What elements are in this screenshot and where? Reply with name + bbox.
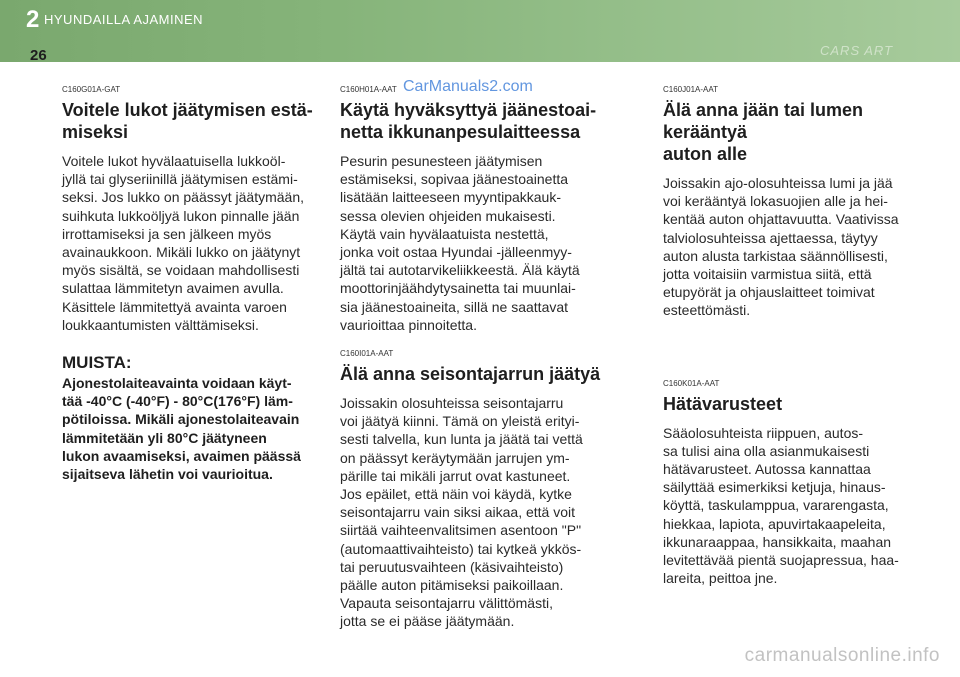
section-heading: Hätävarusteet [663, 393, 783, 414]
site-watermark: CarManuals2.com [403, 78, 533, 95]
section-code: C160I01A-AAT [340, 349, 394, 359]
column-1 [62, 84, 338, 483]
section-body: Joissakin ajo-olosuhteissa lumi ja jää voi kerääntyä lokasuojien alle ja hei- kentää auton ohjattavuutta. Vaativissa talviolosuhteissa ajettaessa, täytyy auton alusta tarkistaa säännöllisesti, jotta voitaisiin varmistua siitä, että etupyörät ja ohjauslaitteet toimivat esteettömästi. [663, 175, 899, 319]
column-2 [340, 84, 636, 631]
chapter-number: 2 [26, 6, 40, 33]
section-code: C160K01A-AAT [663, 378, 720, 388]
column-3 [663, 84, 939, 587]
section-body: Joissakin olosuhteissa seisontajarru voi jäätyä kiinni. Tämä on yleistä erityi- sesti talvella, kun lunta ja jäätä tai vettä on päässyt keräytymään jarrujen ym- pärille tai mikäli jarrut ovat kastuneet. Jos epäilet, että näin voi käydä, kytke seisontajarru vain siksi aikaa, että voit siirtää vaihteenvalitsimen asentoon "P" (automaattivaihteisto) tai kytkeä ykkös- tai peruutusvaihteen (käsivaihteisto) päälle auton pitämiseksi paikoillaan. Vapauta seisontajarru välittömästi, jotta se ei pääse jäätymään. [340, 395, 583, 630]
section-code: C160H01A-AAT [340, 85, 397, 94]
chapter-header-band [0, 0, 960, 62]
chapter-title: HYUNDAILLA AJAMINEN [44, 12, 204, 27]
section-code: C160J01A-AAT [663, 85, 718, 94]
note-label: MUISTA: [62, 353, 132, 373]
section-code: C160G01A-GAT [62, 85, 121, 94]
page-number: 26 [30, 47, 47, 64]
section-heading: Älä anna seisontajarrun jäätyä [340, 364, 601, 385]
section-heading: Voitele lukot jäätymisen estä- miseksi [62, 100, 313, 142]
note-text: Ajonestolaiteavainta voidaan käyt- tää -40°C (-40°F) - 80°C(176°F) läm- pötiloissa. Mikäli ajonestolaiteavain lämmitetään yli 80°C jäätyneen lukon avaamiseksi, avaimen päässä sijaitseva lähetin voi vaurioitua. [62, 375, 301, 483]
section-body: Sääolosuhteista riippuen, autos- sa tulisi aina olla asianmukaisesti hätävarusteet. Autossa kannattaa säilyttää esimerkiksi ketjuja, hinaus- köyttä, taskulamppua, vararengasta, hiekkaa, lapiota, apuvirtakaapeleita, ikkunaraappaa, hansikkaita, maahan levitettävää pientä suojapressua, haa- lareita, peittoa jne. [663, 424, 899, 587]
footer-watermark: carmanualsonline.info [744, 645, 940, 666]
section-heading: Älä anna jään tai lumen kerääntyä auton alle [663, 100, 864, 164]
section-body: Voitele lukot hyvälaatuisella lukkoöl- jyllä tai glyseriinillä jäätymisen estämi- seksi. Jos lukko on päässyt jäätymään, suihkuta lukkoöljyä lukon pinnalle jään irrottamiseksi ja sen jälkeen myös avainaukkoon. Mikäli lukko on jäätynyt myös sisältä, se voidaan mahdollisesti sulattaa lämmitetyn avaimen avulla. Käsittele lämmitettyä avainta varoen loukkaantumisten välttämiseksi. [62, 153, 305, 333]
section-heading: Käytä hyväksyttyä jäänestoai- netta ikkunanpesulaitteessa [340, 100, 597, 142]
header-watermark: CARS ART [820, 43, 894, 58]
section-body: Pesurin pesunesteen jäätymisen estämiseksi, sopivaa jäänestoainetta lisätään laitteeseen myyntipakkauk- sessa olevien ohjeiden mukaisesti. Käytä vain hyvälaatuista nestettä, jonka voit ostaa Hyundai -jälleenmyy- jältä tai autotarvikeliikkeestä. Älä käytä moottorinjäähdytysainetta tai muunlai- sia jäänestoaineita, sillä ne saattavat vaurioittaa pinnoitetta. [340, 153, 580, 333]
